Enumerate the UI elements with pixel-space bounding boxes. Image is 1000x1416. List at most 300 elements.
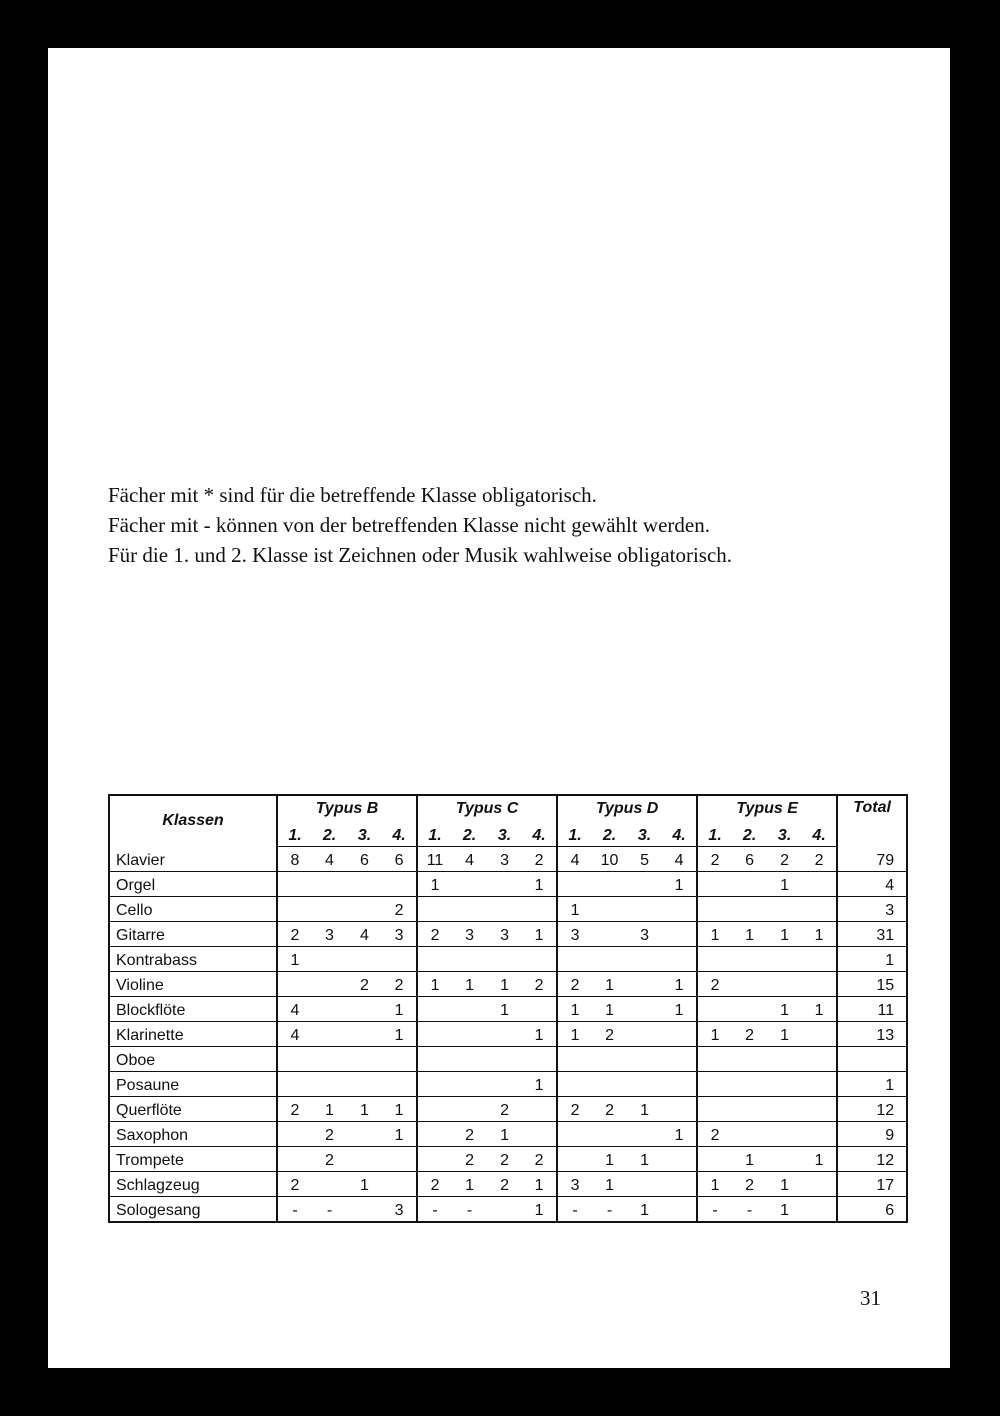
table-cell <box>522 997 557 1022</box>
table-cell <box>522 947 557 972</box>
class-header: 4. <box>382 822 417 847</box>
table-cell <box>417 1147 452 1172</box>
row-total: 17 <box>837 1172 907 1197</box>
table-cell: 3 <box>627 922 662 947</box>
table-cell: - <box>277 1197 312 1223</box>
table-cell <box>732 997 767 1022</box>
table-cell: 2 <box>277 922 312 947</box>
table-cell: 3 <box>312 922 347 947</box>
table-cell <box>417 897 452 922</box>
table-cell: 3 <box>382 1197 417 1223</box>
table-cell <box>697 1147 732 1172</box>
table-cell: - <box>592 1197 627 1223</box>
table-row <box>109 1172 907 1197</box>
table-cell <box>522 1122 557 1147</box>
table-cell <box>417 997 452 1022</box>
table-cell: 1 <box>347 1097 382 1122</box>
table-cell: 3 <box>557 922 592 947</box>
table-cell: 1 <box>767 1172 802 1197</box>
total-header: Total <box>837 795 907 847</box>
table-cell <box>417 1072 452 1097</box>
table-cell: 11 <box>417 847 452 872</box>
table-cell: 2 <box>522 1147 557 1172</box>
table-cell <box>662 1072 697 1097</box>
table-cell: - <box>557 1197 592 1223</box>
table-cell: 1 <box>627 1197 662 1223</box>
table-cell <box>732 897 767 922</box>
instrument-name: Querflöte <box>109 1097 277 1122</box>
table-cell <box>592 872 627 897</box>
table-cell: 4 <box>347 922 382 947</box>
table-cell <box>592 922 627 947</box>
table-cell: 1 <box>522 1072 557 1097</box>
table-cell: 1 <box>662 972 697 997</box>
table-cell <box>767 1047 802 1072</box>
instrument-name: Gitarre <box>109 922 277 947</box>
row-total <box>837 1047 907 1072</box>
table-cell: 2 <box>452 1147 487 1172</box>
class-header: 2. <box>732 822 767 847</box>
class-header: 1. <box>277 822 312 847</box>
table-cell <box>767 972 802 997</box>
table-cell: 4 <box>662 847 697 872</box>
music-class-table <box>108 794 908 1223</box>
table-cell <box>452 1072 487 1097</box>
table-cell <box>277 1072 312 1097</box>
table-cell <box>697 897 732 922</box>
table-cell <box>802 1122 837 1147</box>
table-cell <box>802 1172 837 1197</box>
instrument-name: Violine <box>109 972 277 997</box>
table-cell <box>627 1122 662 1147</box>
table-cell: 1 <box>557 897 592 922</box>
table-cell <box>277 897 312 922</box>
table-row <box>109 1122 907 1147</box>
table-row <box>109 947 907 972</box>
table-row <box>109 1197 907 1223</box>
instrument-name: Klavier <box>109 847 277 872</box>
table-cell <box>312 947 347 972</box>
note-obligatory: Fächer mit * sind für die betreffende Klasse obligatorisch. <box>108 483 597 507</box>
table-cell <box>767 947 802 972</box>
table-row <box>109 897 907 922</box>
row-total: 31 <box>837 922 907 947</box>
table-cell: 2 <box>592 1022 627 1047</box>
table-cell: 1 <box>697 1022 732 1047</box>
table-cell: 1 <box>452 972 487 997</box>
table-cell: 2 <box>277 1172 312 1197</box>
table-cell <box>802 1197 837 1223</box>
table-cell <box>312 1022 347 1047</box>
table-cell <box>557 947 592 972</box>
row-total: 6 <box>837 1197 907 1223</box>
table-cell <box>382 947 417 972</box>
table-cell <box>452 997 487 1022</box>
table-cell <box>312 1072 347 1097</box>
table-cell: 3 <box>487 922 522 947</box>
document-page <box>48 48 950 1368</box>
instrument-name: Sologesang <box>109 1197 277 1223</box>
table-cell <box>417 1122 452 1147</box>
table-cell <box>452 1022 487 1047</box>
table-cell: 2 <box>732 1172 767 1197</box>
table-cell <box>347 997 382 1022</box>
table-cell: 2 <box>417 922 452 947</box>
table-cell: 1 <box>662 1122 697 1147</box>
table-cell <box>557 1047 592 1072</box>
row-total: 12 <box>837 1147 907 1172</box>
table-cell <box>802 872 837 897</box>
table-cell <box>592 1047 627 1072</box>
table-cell <box>347 1072 382 1097</box>
table-cell: 2 <box>592 1097 627 1122</box>
table-cell <box>277 872 312 897</box>
table-cell: - <box>732 1197 767 1223</box>
table-cell <box>662 1147 697 1172</box>
table-cell <box>627 947 662 972</box>
table-cell <box>417 947 452 972</box>
table-cell <box>662 897 697 922</box>
table-cell: 1 <box>767 997 802 1022</box>
table-cell: 2 <box>417 1172 452 1197</box>
table-cell: 1 <box>592 1147 627 1172</box>
table-cell: 4 <box>452 847 487 872</box>
table-cell <box>662 1172 697 1197</box>
table-cell <box>627 1022 662 1047</box>
class-header: 1. <box>417 822 452 847</box>
table-cell: 3 <box>452 922 487 947</box>
table-cell <box>592 947 627 972</box>
table-cell <box>627 972 662 997</box>
header-row-groups <box>109 795 907 822</box>
table-cell <box>312 1047 347 1072</box>
table-cell: 1 <box>522 922 557 947</box>
table-cell: 1 <box>382 1022 417 1047</box>
table-cell: 4 <box>277 997 312 1022</box>
class-header: 1. <box>697 822 732 847</box>
table-cell <box>697 947 732 972</box>
class-header: 3. <box>487 822 522 847</box>
table-cell <box>662 1097 697 1122</box>
table-cell: 1 <box>627 1097 662 1122</box>
table-cell: 1 <box>557 997 592 1022</box>
table-cell: 2 <box>487 1172 522 1197</box>
row-total: 9 <box>837 1122 907 1147</box>
table-cell: 2 <box>732 1022 767 1047</box>
table-cell <box>627 1172 662 1197</box>
table-cell <box>592 1122 627 1147</box>
table-cell: 1 <box>697 1172 732 1197</box>
table-row <box>109 972 907 997</box>
table-cell: 1 <box>522 872 557 897</box>
table-cell: 1 <box>557 1022 592 1047</box>
table-row <box>109 1072 907 1097</box>
group-header-4: Typus E <box>697 795 837 822</box>
table-cell <box>347 1022 382 1047</box>
table-cell: 1 <box>522 1022 557 1047</box>
table-cell <box>557 1147 592 1172</box>
table-cell: 2 <box>697 972 732 997</box>
table-cell: 1 <box>802 1147 837 1172</box>
table-cell: 1 <box>277 947 312 972</box>
table-cell: 4 <box>557 847 592 872</box>
table-cell <box>592 1072 627 1097</box>
table-row <box>109 1022 907 1047</box>
table-cell <box>452 1097 487 1122</box>
group-header-3: Typus D <box>557 795 697 822</box>
table-cell: 1 <box>627 1147 662 1172</box>
table-cell <box>802 897 837 922</box>
table-cell: - <box>697 1197 732 1223</box>
table-cell <box>382 872 417 897</box>
class-header: 3. <box>627 822 662 847</box>
table-cell <box>277 972 312 997</box>
table-cell <box>347 1122 382 1147</box>
table-cell <box>487 1197 522 1223</box>
table-cell <box>347 897 382 922</box>
table-cell <box>557 1122 592 1147</box>
table-cell: 3 <box>557 1172 592 1197</box>
table-cell: - <box>452 1197 487 1223</box>
table-cell: 1 <box>662 872 697 897</box>
table-cell: 2 <box>382 972 417 997</box>
table-cell: 6 <box>382 847 417 872</box>
class-header: 2. <box>312 822 347 847</box>
table-cell: 1 <box>452 1172 487 1197</box>
table-cell <box>382 1047 417 1072</box>
table-cell: 5 <box>627 847 662 872</box>
table-cell <box>697 1097 732 1122</box>
table-cell <box>277 1047 312 1072</box>
table-cell <box>697 997 732 1022</box>
table-cell: 3 <box>382 922 417 947</box>
table-cell: 1 <box>487 972 522 997</box>
table-cell <box>522 1047 557 1072</box>
table-cell <box>662 1047 697 1072</box>
table-cell <box>557 872 592 897</box>
table-row <box>109 847 907 872</box>
class-header: 4. <box>662 822 697 847</box>
class-header: 4. <box>522 822 557 847</box>
table-cell <box>487 897 522 922</box>
class-header: 2. <box>592 822 627 847</box>
table-cell: 2 <box>522 847 557 872</box>
table-cell: 1 <box>732 922 767 947</box>
klassen-header: Klassen <box>109 795 277 847</box>
table-cell: 2 <box>557 972 592 997</box>
table-cell: 1 <box>697 922 732 947</box>
class-header: 3. <box>347 822 382 847</box>
table-cell <box>802 972 837 997</box>
table-cell <box>662 922 697 947</box>
table-cell: 1 <box>382 997 417 1022</box>
table-cell <box>277 1122 312 1147</box>
table-cell <box>627 872 662 897</box>
table-cell <box>732 872 767 897</box>
table-cell: 2 <box>347 972 382 997</box>
instrument-name: Orgel <box>109 872 277 897</box>
table-cell: 4 <box>277 1022 312 1047</box>
table-row <box>109 997 907 1022</box>
table-cell: 1 <box>382 1122 417 1147</box>
table-cell: 1 <box>767 922 802 947</box>
table-cell <box>767 1097 802 1122</box>
table-cell: 2 <box>767 847 802 872</box>
table-cell <box>627 1072 662 1097</box>
table-cell: 1 <box>522 1172 557 1197</box>
table-cell: 1 <box>662 997 697 1022</box>
table-cell: 2 <box>557 1097 592 1122</box>
group-header-1: Typus B <box>277 795 417 822</box>
row-total: 13 <box>837 1022 907 1047</box>
table-cell <box>732 972 767 997</box>
table-cell <box>697 1047 732 1072</box>
table-cell: 2 <box>522 972 557 997</box>
table-cell <box>767 897 802 922</box>
table-cell <box>417 1097 452 1122</box>
table-cell <box>627 897 662 922</box>
table-cell <box>767 1122 802 1147</box>
table-cell <box>802 1022 837 1047</box>
table-cell <box>417 1047 452 1072</box>
row-total: 3 <box>837 897 907 922</box>
table-cell: - <box>312 1197 347 1223</box>
table-cell <box>382 1147 417 1172</box>
table-row <box>109 872 907 897</box>
table-row <box>109 1047 907 1072</box>
table-cell <box>662 947 697 972</box>
table-cell <box>487 1047 522 1072</box>
row-total: 15 <box>837 972 907 997</box>
table-cell <box>802 1072 837 1097</box>
table-cell: 1 <box>487 1122 522 1147</box>
table-row <box>109 1097 907 1122</box>
table-cell <box>627 1047 662 1072</box>
table-cell: 4 <box>312 847 347 872</box>
table-cell: 1 <box>347 1172 382 1197</box>
table-cell <box>452 897 487 922</box>
table-cell <box>487 1022 522 1047</box>
instrument-name: Schlagzeug <box>109 1172 277 1197</box>
instrument-name: Posaune <box>109 1072 277 1097</box>
table-cell <box>592 897 627 922</box>
class-header: 4. <box>802 822 837 847</box>
table-cell <box>557 1072 592 1097</box>
table-cell <box>697 872 732 897</box>
row-total: 1 <box>837 1072 907 1097</box>
table-cell <box>767 1072 802 1097</box>
table-cell <box>452 947 487 972</box>
table-cell <box>347 872 382 897</box>
instrument-name: Saxophon <box>109 1122 277 1147</box>
table-cell <box>382 1072 417 1097</box>
table-cell: 1 <box>592 997 627 1022</box>
instrument-name: Blockflöte <box>109 997 277 1022</box>
instrument-name: Kontrabass <box>109 947 277 972</box>
instrument-name: Trompete <box>109 1147 277 1172</box>
table-cell: 1 <box>802 922 837 947</box>
table-cell <box>662 1022 697 1047</box>
table-cell: - <box>417 1197 452 1223</box>
table-cell <box>732 1122 767 1147</box>
notes-block <box>108 480 908 570</box>
table-cell <box>347 1147 382 1172</box>
table-cell <box>382 1172 417 1197</box>
table-cell <box>452 872 487 897</box>
table-cell <box>767 1147 802 1172</box>
row-total: 12 <box>837 1097 907 1122</box>
table-cell: 10 <box>592 847 627 872</box>
instrument-name: Oboe <box>109 1047 277 1072</box>
table-cell <box>732 1047 767 1072</box>
table-cell <box>347 1047 382 1072</box>
table-cell: 2 <box>802 847 837 872</box>
table-cell <box>802 1047 837 1072</box>
note-not-selectable: Fächer mit - können von der betreffenden Klasse nicht gewählt werden. <box>108 513 710 537</box>
table-cell: 6 <box>732 847 767 872</box>
table-cell <box>732 1097 767 1122</box>
table-cell <box>312 972 347 997</box>
instrument-name: Klarinette <box>109 1022 277 1047</box>
table-cell <box>522 1097 557 1122</box>
table-cell: 1 <box>767 1197 802 1223</box>
instrument-name: Cello <box>109 897 277 922</box>
table-cell <box>487 1072 522 1097</box>
table-cell: 1 <box>487 997 522 1022</box>
table-cell: 1 <box>592 1172 627 1197</box>
table-row <box>109 922 907 947</box>
table-cell <box>732 1072 767 1097</box>
row-total: 11 <box>837 997 907 1022</box>
table-cell <box>277 1147 312 1172</box>
table-cell <box>312 1172 347 1197</box>
table-cell <box>802 1097 837 1122</box>
table-cell: 6 <box>347 847 382 872</box>
table-cell <box>732 947 767 972</box>
table-cell: 1 <box>312 1097 347 1122</box>
table-cell: 2 <box>382 897 417 922</box>
group-header-2: Typus C <box>417 795 557 822</box>
row-total: 4 <box>837 872 907 897</box>
table-cell: 3 <box>487 847 522 872</box>
table-cell <box>487 872 522 897</box>
class-header: 3. <box>767 822 802 847</box>
table-cell: 2 <box>487 1147 522 1172</box>
table-cell: 1 <box>767 1022 802 1047</box>
table-cell: 1 <box>732 1147 767 1172</box>
table-cell <box>697 1072 732 1097</box>
table-cell: 1 <box>382 1097 417 1122</box>
table-cell: 1 <box>592 972 627 997</box>
table-cell: 1 <box>767 872 802 897</box>
table-cell: 2 <box>312 1147 347 1172</box>
page-number: 31 <box>860 1286 881 1310</box>
table-cell <box>452 1047 487 1072</box>
table-cell <box>662 1197 697 1223</box>
row-total: 79 <box>837 847 907 872</box>
table-cell <box>312 897 347 922</box>
note-drawing-or-music: Für die 1. und 2. Klasse ist Zeichnen oder Musik wahlweise obligatorisch. <box>108 543 733 567</box>
table-cell: 1 <box>802 997 837 1022</box>
table-cell: 1 <box>417 872 452 897</box>
row-total: 1 <box>837 947 907 972</box>
table-cell <box>347 1197 382 1223</box>
table-cell <box>347 947 382 972</box>
table-cell <box>627 997 662 1022</box>
table-cell: 2 <box>452 1122 487 1147</box>
table-cell: 2 <box>697 1122 732 1147</box>
table-cell <box>312 997 347 1022</box>
